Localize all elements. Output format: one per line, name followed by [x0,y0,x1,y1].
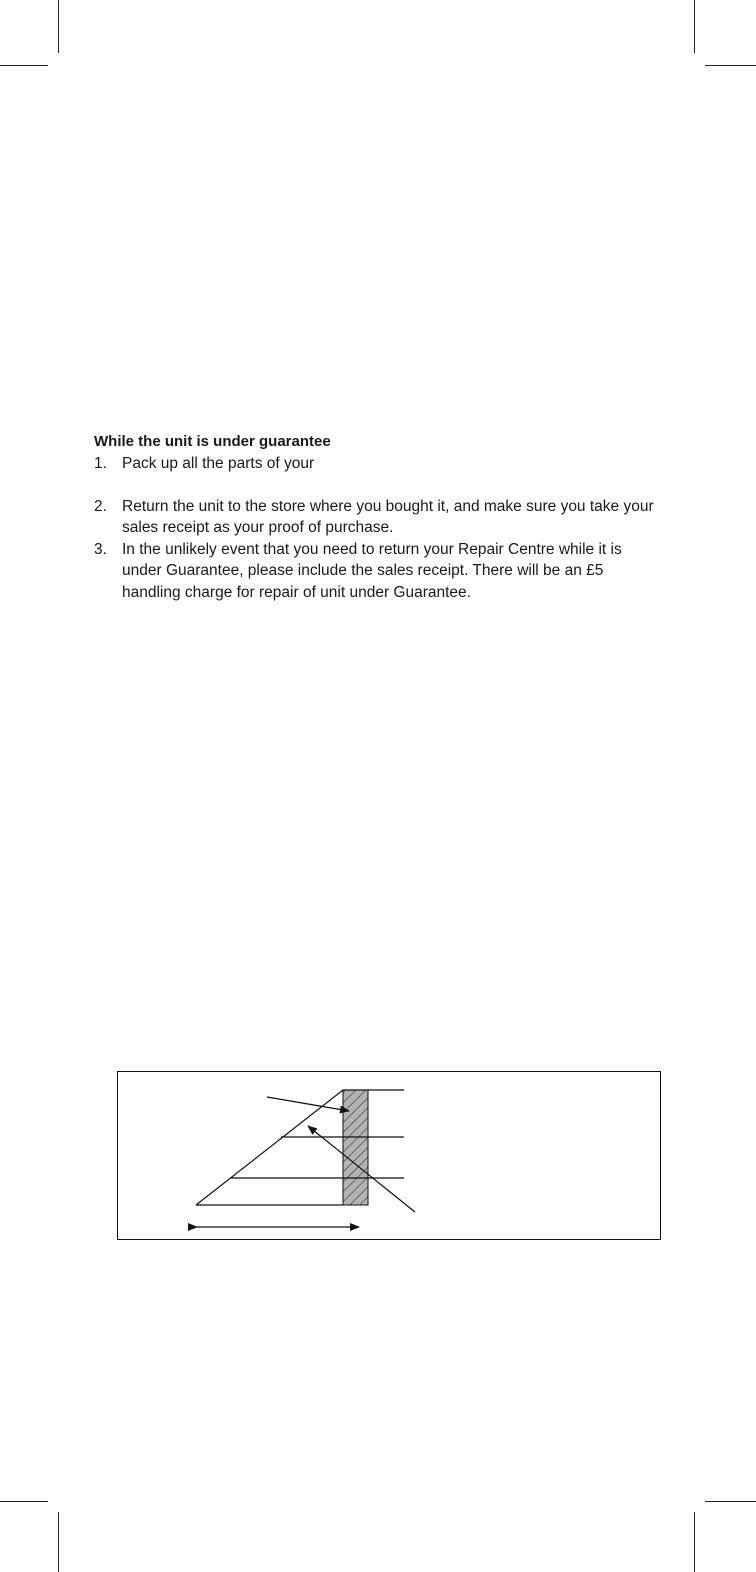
crop-mark-top-right-vertical [694,0,695,53]
crop-mark-bottom-left-vertical [58,1512,59,1572]
guarantee-steps-list [94,453,664,603]
step-number: 3. [94,540,107,558]
crop-mark-top-left-vertical [58,0,59,53]
ramp-slope-line [196,1090,343,1205]
step-number: 1. [94,455,107,472]
step-1 [94,453,664,475]
guarantee-section [94,431,664,603]
step-3 [94,539,664,604]
step-2 [94,496,664,539]
ramp-wedge-diagram-icon [117,1071,661,1240]
diagram-frame [118,1072,661,1240]
crop-mark-bottom-right-horizontal [705,1501,756,1502]
hatched-wall [343,1090,368,1205]
step-text: In the unlikely event that you need to return your Repair Centre while it is under Guarantee, please include the sales receipt. There will be an £5 handling charge for repair of unit under Guarantee. [122,540,622,601]
step-number: 2. [94,497,107,515]
crop-mark-top-left-horizontal [0,65,48,66]
crop-mark-bottom-right-vertical [694,1512,695,1572]
section-heading: While the unit is under guarantee [94,433,331,450]
step-text: Return the unit to the store where you bought it, and make sure you take your sales receipt as your proof of purchase. [122,497,654,536]
crop-mark-top-right-horizontal [705,65,756,66]
pointer-arrow-wall [267,1097,349,1111]
step-text: Pack up all the parts of your [122,455,315,472]
crop-mark-bottom-left-horizontal [0,1501,48,1502]
